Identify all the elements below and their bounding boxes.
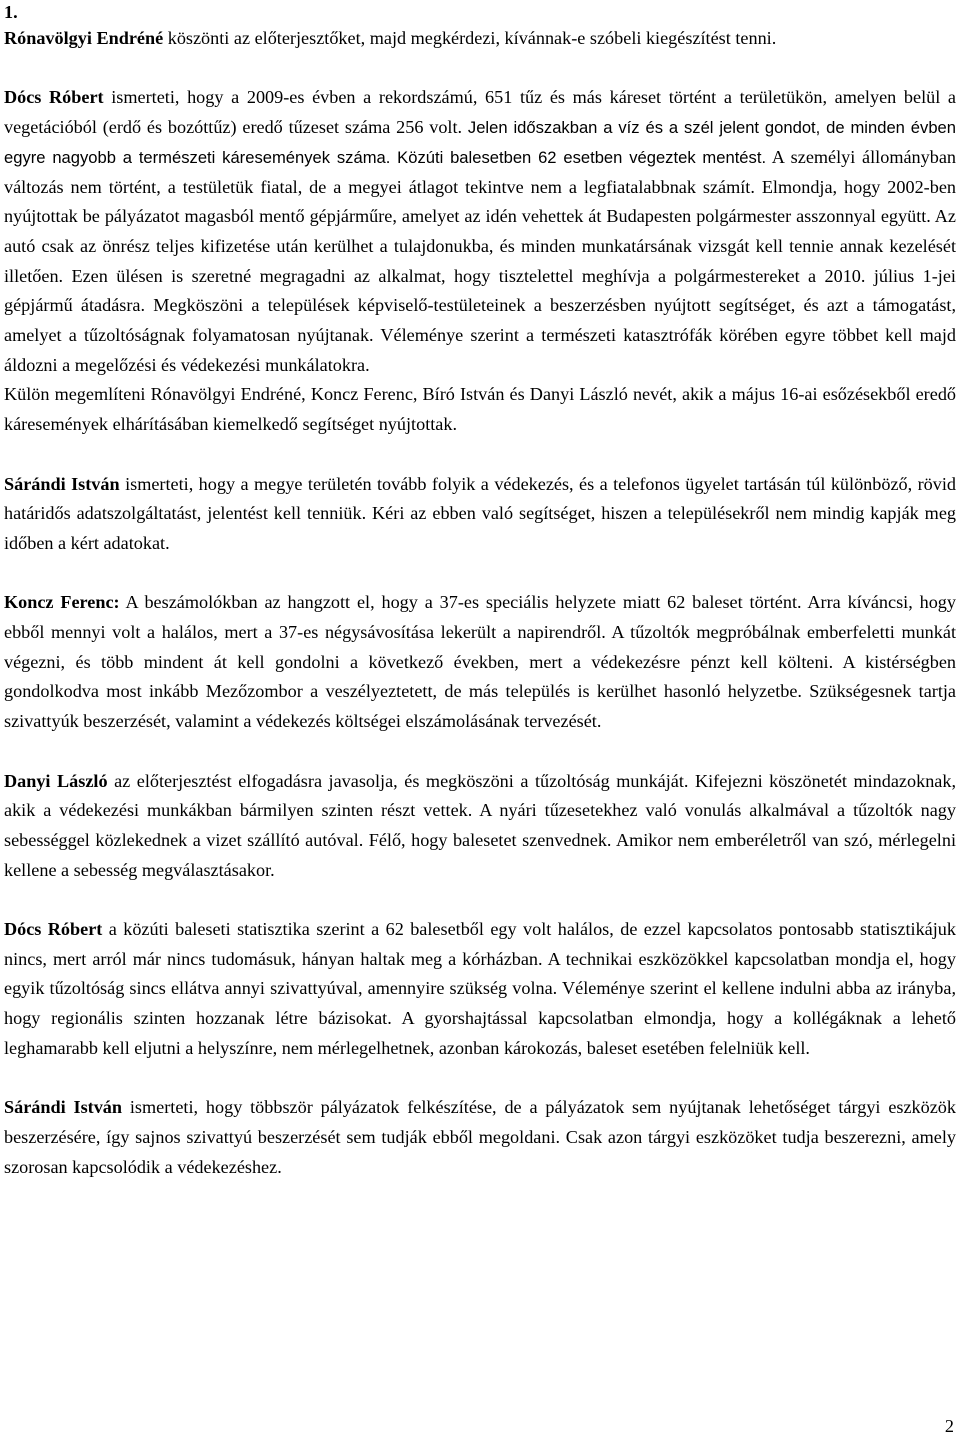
paragraph-gap (4, 885, 956, 915)
paragraph-gap (4, 1064, 956, 1094)
paragraph-text-sans: Jelen időszakban a víz és a szél jelent gondot, de minden évben egyre nagyobb a természeti káresemények száma. Közúti balesetben 62 esetben végeztek mentést. (4, 118, 956, 167)
speaker-name: Sárándi István (4, 473, 120, 494)
paragraph-text: köszönti az előterjesztőket, majd megkérdezi, kívánnak-e szóbeli kiegészítést tenni. (163, 28, 777, 48)
speaker-name: Dócs Róbert (4, 919, 103, 940)
paragraph-gap (4, 737, 956, 767)
paragraph-sarandi-1 (4, 470, 956, 559)
paragraph-gap (4, 440, 956, 470)
paragraph-text: ismerteti, hogy többször pályázatok felkészítése, de a pályázatok sem nyújtanak lehetőséget tárgyi eszközök beszerzésére, így sajnos szivattyú beszerzését sem tudják ebből megoldani. Csak azon tárgyi eszközöket tudja beszerezni, amely szorosan kapcsolódik a védekezéshez. (4, 1097, 956, 1177)
paragraph-gap (4, 54, 956, 84)
paragraph-text: ismerteti, hogy a 2009-es évben a rekordszámú, 651 tűz és más káreset történt a területükön, amelyen belül a vegetációból (erdő és bozóttűz) eredő tűzeset száma 256 volt. (4, 87, 956, 138)
paragraph-text: Külön megemlíteni Rónavölgyi Endréné, Koncz Ferenc, Bíró István és Danyi László nevét, akik a május 16-ai esőzésekből eredő káresemények elhárításában kiemelkedő segítséget nyújtottak. (4, 384, 956, 435)
page-number: 2 (944, 1416, 954, 1436)
paragraph-text-continued: A személyi állományban változás nem történt, a testületük fiatal, de a megyei átlagot tekintve nem a legfiatalabbnak számít. Elmondja, hogy 2002-ben nyújtottak be pályázatot magasból mentő gépjárműre, amelyet az idén vehettek át Budapesten polgármester asszonnyal együtt. Az autó csak az önrész teljes kifizetése után kerülhet a tulajdonukba, és minden munkatársának vizsgát kell tennie annak kezelését illetően. Ezen ülésen is szeretné megragadni az alkalmat, hogy tisztelettel meghívja a polgármestereket a 2010. július 1-jei gépjármű átadásra. Megköszöni a települések képviselő-testületeinek a beszerzésben nyújtott segítséget, és azt a támogatást, amelyet a tűzoltóságnak folyamatosan nyújtanak. Véleménye szerint a természeti katasztrófák körében egyre többet kell majd áldozni a megelőzési és védekezési munkálatokra. (4, 146, 956, 375)
section-number: 1. (4, 2, 18, 22)
paragraph-acknowledgement (4, 380, 956, 439)
paragraph-koncz (4, 588, 956, 737)
speaker-name: Koncz Ferenc: (4, 592, 120, 613)
paragraph-docs-2 (4, 915, 956, 1064)
paragraph-danyi (4, 767, 956, 886)
paragraph-text: az előterjesztést elfogadásra javasolja, és megköszöni a tűzoltóság munkáját. Kifejezni köszönetét mindazoknak, akik a védekezési munkákban bármilyen szinten részt vettek. A nyári tűzesetekhez való vonulás alkalmával a tűzoltók nagy sebességgel közlekednek a vizet szállító autóval. Félő, hogy balesetet szenvednek. Amikor nem emberéletről van szó, mérlegelni kellene a sebesség megválasztásakor. (4, 770, 956, 880)
document-body (4, 0, 956, 1182)
paragraph-intro (4, 24, 956, 54)
paragraph-text: ismerteti, hogy a megye területén tovább folyik a védekezés, és a telefonos ügyelet tartásán túl különböző, rövid határidős adatszolgáltatást, jelentést kell tenniük. Kéri az ebben való segítséget, hiszen a településekről nem mindig kapják meg időben a kért adatokat. (4, 473, 956, 553)
paragraph-docs-1 (4, 83, 956, 380)
paragraph-text: a közúti baleseti statisztika szerint a 62 balesetből egy volt halálos, de ezzel kapcsolatos pontosabb statisztikájuk nincs, mert arról már nincs tudomásuk, hányan haltak meg a kórházban. A technikai eszközökkel kapcsolatban mondja el, hogy egyik tűzoltóság sincs ellátva annyi szivattyúval, amennyire szükség volna. Véleménye szerint el kellene indulni abba az irányba, hogy regionális szinten hozzanak létre bázisokat. A gyorshajtással kapcsolatban elmondja, hogy a kollégáknak a lehető leghamarabb kell eljutni a helyszínre, nem mérlegelhetnek, azonban károkozás, baleset esetében felelniük kell. (4, 919, 956, 1058)
speaker-name: Sárándi István (4, 1097, 123, 1118)
paragraph-text: A beszámolókban az hangzott el, hogy a 37-es speciális helyzete miatt 62 baleset történt. Arra kíváncsi, hogy ebből mennyi volt a halálos, mert a 37-es négysávosítása lekerült a napirendről. A tűzoltók megpróbálnak emberfeletti munkát végezni, és több mindent át kell gondolni a következő években, mert a védekezésre pénzt kell költeni. A kistérségben gondolkodva most inkább Mezőzombor a veszélyeztetett, de más település is kerülhet hasonló helyzetbe. Szükségesnek tartja szivattyúk beszerzését, valamint a védekezés költségei elszámolásának tervezését. (4, 592, 956, 732)
speaker-name: Danyi László (4, 770, 108, 791)
paragraph-gap (4, 559, 956, 589)
speaker-name: Dócs Róbert (4, 87, 104, 108)
speaker-name: Rónavölgyi Endréné (4, 28, 164, 48)
paragraph-sarandi-2 (4, 1093, 956, 1182)
